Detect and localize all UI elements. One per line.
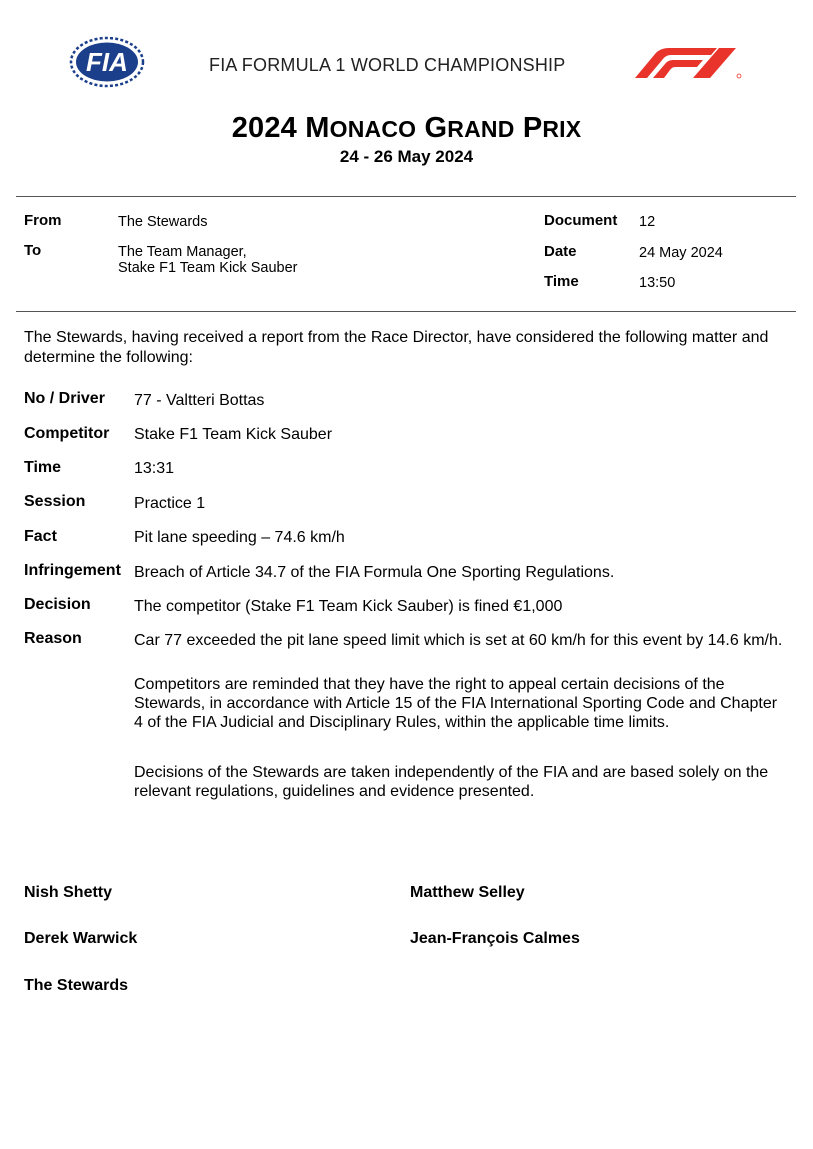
appeal-note: Competitors are reminded that they have the right to appeal certain decisions of the Stewards, in accordance with Article 15 of the FIA International Sporting Code and Chapter 4 of the FIA Judicial and Disciplinary Rules, within the applicable time limits. — [134, 676, 778, 731]
document-label: Document — [544, 212, 618, 229]
independence-note: Decisions of the Stewards are taken independently of the FIA and are based solely on the relevant regulations, guidelines and evidence presented. — [134, 764, 769, 800]
stewards-footer: The Stewards — [24, 977, 129, 994]
to-value-line1: The Team Manager, — [118, 244, 247, 260]
competitor-label: Competitor — [24, 425, 110, 442]
f1-logo — [633, 46, 743, 80]
reason-label: Reason — [24, 630, 82, 647]
date-value: 24 May 2024 — [639, 245, 723, 261]
session-label: Session — [24, 493, 86, 510]
to-label: To — [24, 242, 42, 259]
steward-signature: Nish Shetty — [24, 884, 113, 901]
divider — [16, 311, 796, 312]
steward-signature: Jean-François Calmes — [410, 930, 580, 947]
steward-signature: Derek Warwick — [24, 930, 138, 947]
session-value: Practice 1 — [134, 495, 206, 512]
decision-label: Decision — [24, 596, 91, 613]
date-label: Date — [544, 243, 577, 260]
intro-paragraph: The Stewards, having received a report from the Race Director, have considered the following matter and determine the following: — [24, 329, 769, 366]
divider — [16, 196, 796, 197]
to-value-line2: Stake F1 Team Kick Sauber — [118, 260, 298, 276]
event-dates: 24 - 26 May 2024 — [339, 147, 474, 166]
event-title: 2024 MONACO GRAND PRIX — [231, 112, 582, 144]
fia-logo-text: FIA — [86, 47, 128, 77]
fia-logo — [69, 36, 145, 88]
driver-label: No / Driver — [24, 390, 105, 407]
driver-value: 77 - Valtteri Bottas — [134, 392, 265, 409]
from-label: From — [24, 212, 62, 229]
infringement-value: Breach of Article 34.7 of the FIA Formula One Sporting Regulations. — [134, 564, 615, 581]
time-value: 13:50 — [639, 275, 676, 291]
from-value: The Stewards — [118, 214, 208, 230]
competitor-value: Stake F1 Team Kick Sauber — [134, 426, 333, 443]
championship-title: FIA FORMULA 1 WORLD CHAMPIONSHIP — [209, 55, 566, 75]
infringement-label: Infringement — [24, 562, 121, 579]
fact-label: Fact — [24, 528, 57, 545]
decision-value: The competitor (Stake F1 Team Kick Sauber) is fined €1,000 — [134, 598, 563, 615]
reason-value: Car 77 exceeded the pit lane speed limit which is set at 60 km/h for this event by 14.6 km/h. — [134, 632, 783, 649]
time-label: Time — [544, 273, 579, 290]
steward-signature: Matthew Selley — [410, 884, 525, 901]
document-value: 12 — [639, 214, 656, 230]
time-of-incident-value: 13:31 — [134, 460, 175, 477]
fact-value: Pit lane speeding – 74.6 km/h — [134, 529, 345, 546]
time-of-incident-label: Time — [24, 459, 62, 476]
